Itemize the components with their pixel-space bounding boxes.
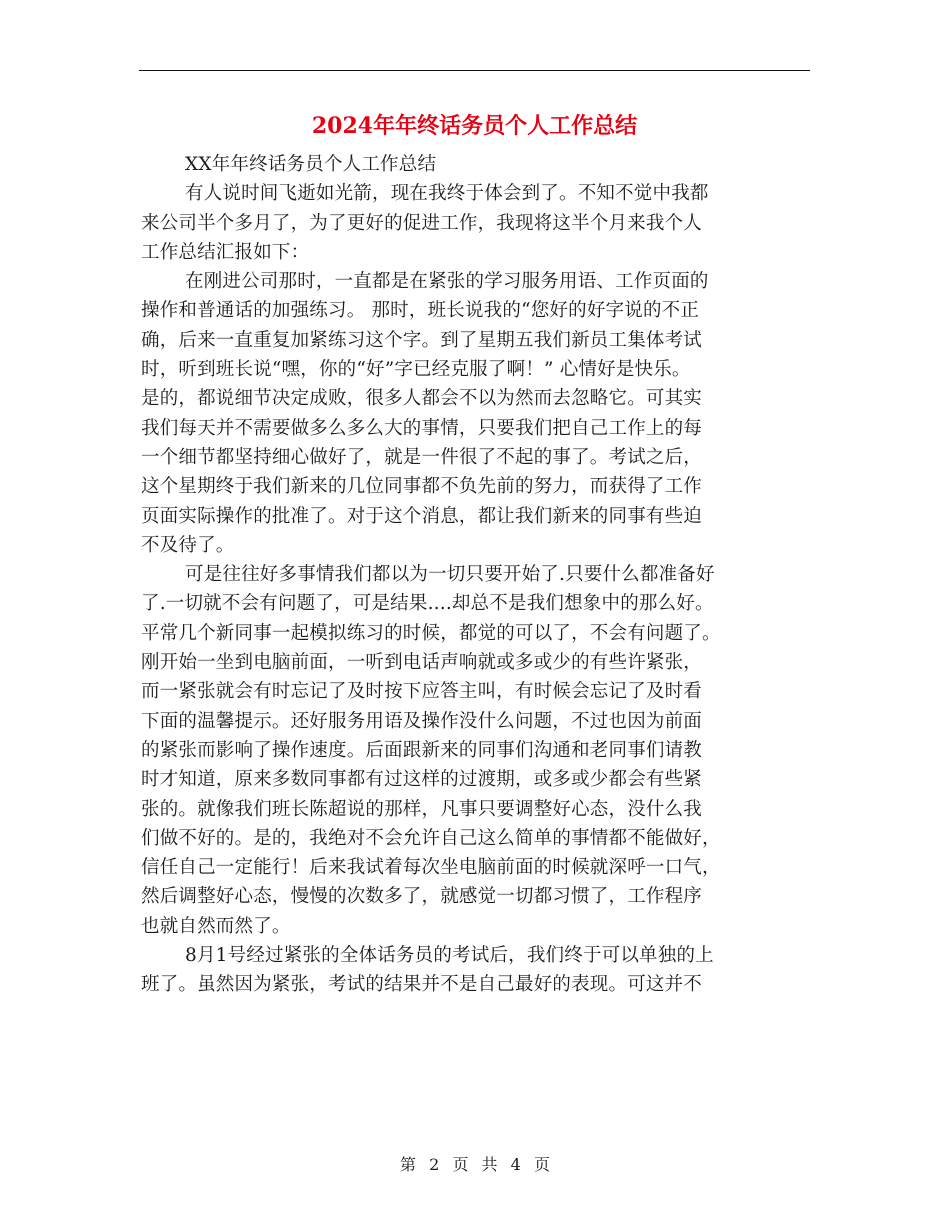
body-line: 张的。就像我们班长陈超说的那样，凡事只要调整好心态，没什么我 bbox=[141, 798, 703, 820]
body-line: 我们每天并不需要做多么多么大的事情，只要我们把自己工作上的每 bbox=[141, 417, 703, 439]
document-title: 2024年年终话务员个人工作总结 bbox=[311, 113, 638, 139]
body-line: 可是往往好多事情我们都以为一切只要开始了.只要什么都准备好 bbox=[185, 564, 715, 586]
footer-page-unit: 页 bbox=[452, 1155, 469, 1174]
body-line: 确，后来一直重复加紧练习这个字。到了星期五我们新员工集体考试 bbox=[141, 329, 703, 351]
body-line: 下面的温馨提示。还好服务用语及操作没什么问题，不过也因为前面 bbox=[141, 710, 703, 732]
body-line: 信任自己一定能行！后来我试着每次坐电脑前面的时候就深呼一口气， bbox=[141, 857, 721, 879]
footer-current-page: 2 bbox=[429, 1155, 440, 1174]
header-rule bbox=[139, 70, 810, 71]
body-line: 而一紧张就会有时忘记了及时按下应答主叫，有时候会忘记了及时看 bbox=[141, 681, 703, 703]
footer-total-label: 共 bbox=[481, 1155, 498, 1174]
body-line: 平常几个新同事一起模拟练习的时候，都觉的可以了，不会有问题了。 bbox=[141, 622, 721, 644]
body-line: 不及待了。 bbox=[141, 534, 235, 556]
body-line: 然后调整好心态，慢慢的次数多了，就感觉一切都习惯了，工作程序 bbox=[141, 886, 703, 908]
body-line: 们做不好的。是的，我绝对不会允许自己这么简单的事情都不能做好， bbox=[141, 827, 721, 849]
body-line: 是的，都说细节决定成败，很多人都会不以为然而去忽略它。可其实 bbox=[141, 388, 703, 410]
body-line: 这个星期终于我们新来的几位同事都不负先前的努力，而获得了工作 bbox=[141, 476, 703, 498]
body-line: 班了。虽然因为紧张，考试的结果并不是自己最好的表现。可这并不 bbox=[141, 974, 703, 996]
body-line: 页面实际操作的批准了。对于这个消息，都让我们新来的同事有些迫 bbox=[141, 505, 703, 527]
body-line: 有人说时间飞逝如光箭，现在我终于体会到了。不知不觉中我都 bbox=[185, 183, 709, 205]
body-line: 一个细节都坚持细心做好了，就是一件很了不起的事了。考试之后， bbox=[141, 446, 703, 468]
body-line: XX年年终话务员个人工作总结 bbox=[185, 154, 437, 175]
body-line: 也就自然而然了。 bbox=[141, 915, 291, 937]
body-line: 刚开始一坐到电脑前面，一听到电话声响就或多或少的有些许紧张， bbox=[141, 652, 703, 674]
page-footer bbox=[0, 1152, 950, 1175]
footer-page-label: 第 bbox=[400, 1155, 417, 1174]
body-line: 时，听到班长说“嘿，你的“好”字已经克服了啊！” 心情好是快乐。 bbox=[141, 359, 691, 381]
body-line: 了.一切就不会有问题了，可是结果....却总不是我们想象中的那么好。 bbox=[141, 593, 714, 615]
body-line: 的紧张而影响了操作速度。后面跟新来的同事们沟通和老同事们请教 bbox=[141, 739, 703, 761]
footer-total-unit: 页 bbox=[533, 1155, 550, 1174]
body-line: 工作总结汇报如下： bbox=[141, 241, 310, 263]
footer-total-pages: 4 bbox=[510, 1155, 521, 1174]
body-line: 8月1号经过紧张的全体话务员的考试后，我们终于可以单独的上 bbox=[185, 945, 714, 967]
body-line: 在刚进公司那时，一直都是在紧张的学习服务用语、工作页面的 bbox=[185, 271, 709, 293]
document-body bbox=[141, 150, 831, 1000]
body-line: 来公司半个多月了，为了更好的促进工作，我现将这半个月来我个人 bbox=[141, 212, 703, 234]
body-line: 操作和普通话的加强练习。 那时，班长说我的“您好的好字说的不正 bbox=[141, 300, 700, 322]
body-line: 时才知道，原来多数同事都有过这样的过渡期，或多或少都会有些紧 bbox=[141, 769, 703, 791]
